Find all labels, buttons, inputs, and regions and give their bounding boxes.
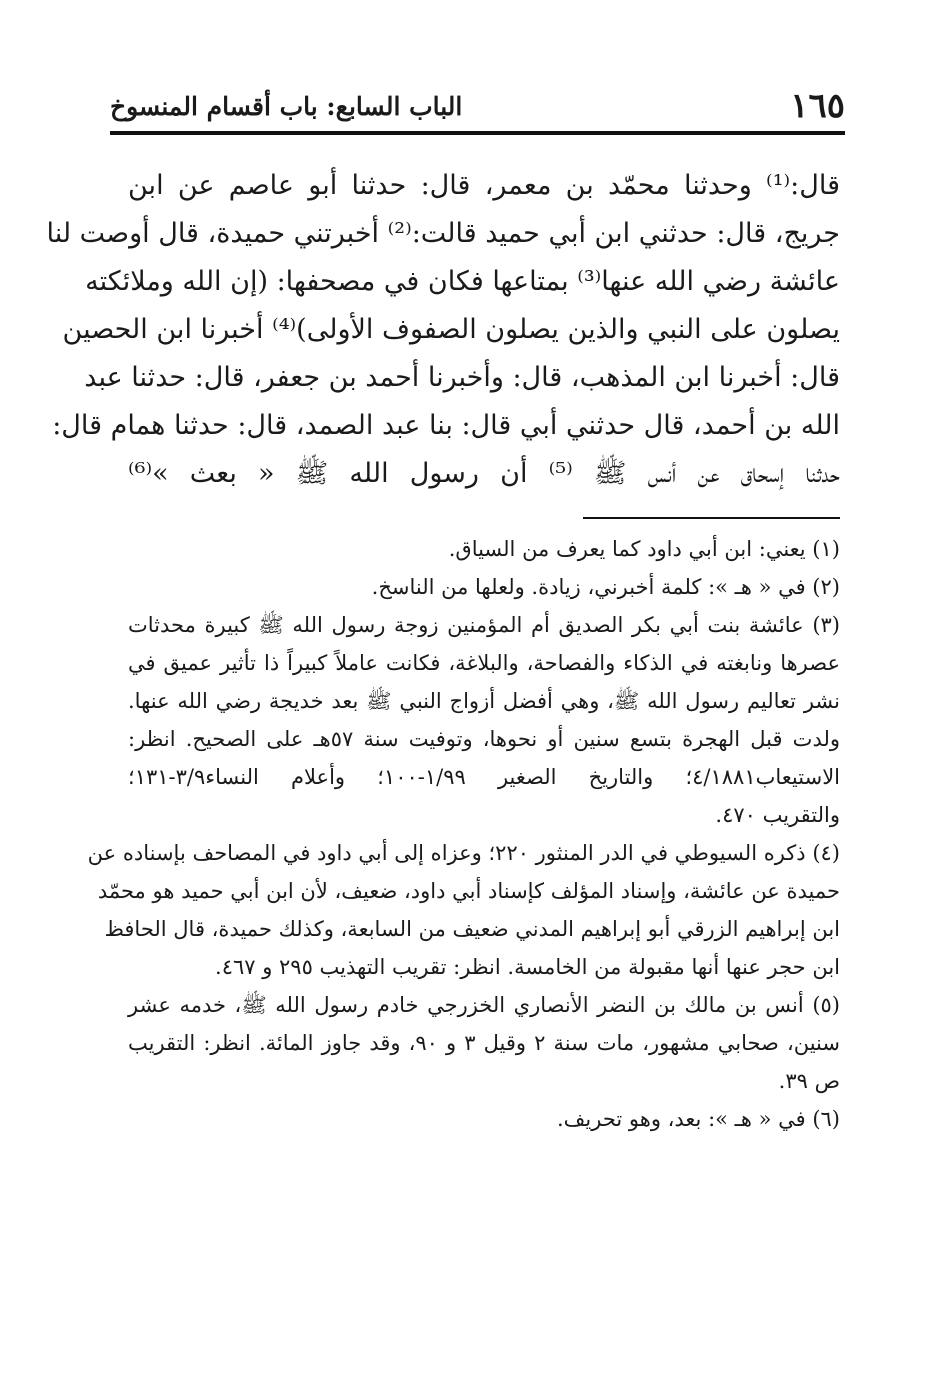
footnote-line: (٤) ذكره السيوطي في الدر المنثور ٢٢٠؛ وعزاه إلى أبي داود في المصاحف بإسناده عن [87, 841, 840, 865]
footnote-line: (٦) في « هـ »: بعد، وهو تحريف. [556, 1107, 840, 1131]
footnote-line: عصرها ونابغته في الذكاء والفصاحة، والبلاغة، فكانت عاملاً كبيراً ذا تأثير عميق في [128, 651, 840, 675]
footnote-line: الاستيعاب٤/١٨٨١؛ والتاريخ الصغير ١/٩٩-١٠٠؛ وأعلام النساء٣/٩-١٣١؛ [128, 765, 841, 789]
main-line: جريج، قال: حدثني ابن أبي حميد قالت:⁽²⁾ أخبرتني حميدة، قال أوصت لنا [46, 218, 840, 249]
footnote-5 [128, 986, 840, 1100]
page-number: ١٦٥ [790, 86, 845, 126]
running-title: الباب السابع: باب أقسام المنسوخ [110, 92, 463, 121]
footnote-line: (١) يعني: ابن أبي داود كما يعرف من السياق. [448, 537, 840, 561]
footnote-line: سنين، صحابي مشهور، مات سنة ٢ وقيل ٣ و ٩٠، وقد جاوز المائة. انظر: التقريب [128, 1031, 840, 1055]
main-line: عائشة رضي الله عنها⁽³⁾ بمتاعها فكان في مصحفها: (إن الله وملائكته [85, 266, 840, 297]
main-line: الله بن أحمد، قال حدثني أبي قال: بنا عبد الصمد، قال: حدثنا همام قال: [52, 410, 840, 441]
header-rule [110, 131, 845, 135]
footnote-line: نشر تعاليم رسول الله ﷺ، وهي أفضل أزواج النبي ﷺ بعد خديجة رضي الله عنها. [128, 689, 840, 713]
main-line: قال: أخبرنا ابن المذهب، قال: وأخبرنا أحمد بن جعفر، قال: حدثنا عبد [84, 362, 840, 393]
footnote-separator [583, 517, 840, 519]
footnote-6 [128, 1100, 840, 1138]
main-text [46, 162, 840, 498]
footnote-line: ابن إبراهيم الزرقي أبو إبراهيم المدني ضعيف من السابعة، وكذلك حميدة، قال الحافظ [104, 917, 840, 941]
main-line: يصلون على النبي والذين يصلون الصفوف الأولى)⁽⁴⁾ أخبرنا ابن الحصين [62, 314, 840, 345]
footnote-line: ص ٣٩. [778, 1069, 840, 1093]
footnote-line: (٥) أنس بن مالك بن النضر الأنصاري الخزرجي خادم رسول الله ﷺ، خدمه عشر [128, 993, 840, 1017]
footnote-4 [87, 834, 840, 986]
footnote-3 [128, 606, 840, 834]
main-line: حدثنا إسحاق عن أنس ﷺ ⁽⁵⁾ أن رسول الله ﷺ « بعث »⁽⁶⁾ [128, 458, 840, 489]
footnote-line: حميدة عن عائشة، وإسناد المؤلف كإسناد أبي داود، ضعيف، لأن ابن أبي حميد هو محمّد [97, 879, 840, 903]
footnote-1 [128, 530, 840, 568]
footnote-line: ابن حجر عنها أنها مقبولة من الخامسة. انظر: تقريب التهذيب ٢٩٥ و ٤٦٧. [215, 955, 840, 979]
footnotes [87, 530, 841, 1138]
main-line: قال:⁽¹⁾ وحدثنا محمّد بن معمر، قال: حدثنا أبو عاصم عن ابن [128, 170, 840, 201]
footnote-line: (٣) عائشة بنت أبي بكر الصديق أم المؤمنين زوجة رسول الله ﷺ كبيرة محدثات [128, 613, 840, 637]
footnote-line: ولدت قبل الهجرة بتسع سنين أو نحوها، وتوفيت سنة ٥٧هـ على الصحيح. انظر: [128, 727, 841, 751]
running-header [110, 86, 845, 132]
footnote-2 [128, 568, 840, 606]
footnote-line: والتقريب ٤٧٠. [715, 803, 840, 827]
footnote-line: (٢) في « هـ »: كلمة أخبرني، زيادة. ولعلها من الناسخ. [371, 575, 840, 599]
